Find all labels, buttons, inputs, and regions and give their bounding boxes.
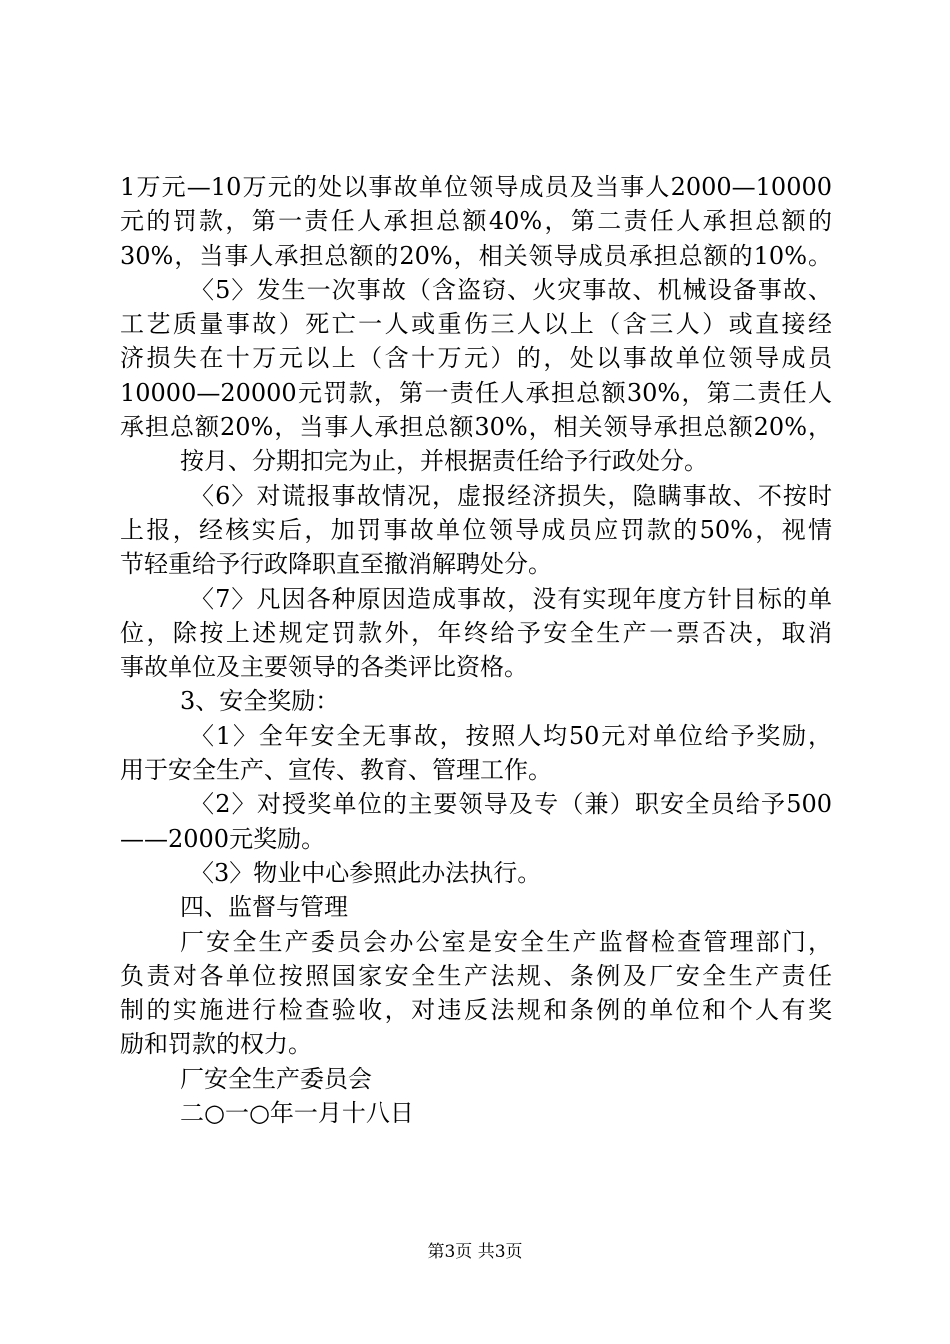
text-line: 负责对各单位按照国家安全生产法规、条例及厂安全生产责任 — [120, 961, 832, 990]
text-line: ——2000元奖励。 — [120, 824, 326, 853]
text-line: 〈1〉全年安全无事故，按照人均50元对单位给予奖励， — [190, 721, 832, 750]
section-heading: 四、监督与管理 — [180, 893, 348, 922]
text-line: 工艺质量事故）死亡一人或重伤三人以上（含三人）或直接经 — [120, 310, 832, 339]
text-line: 厂安全生产委员会办公室是安全生产监督检查管理部门， — [180, 927, 832, 956]
text-line: 〈5〉发生一次事故（含盗窃、火灾事故、机械设备事故、 — [190, 275, 832, 304]
text-line: 按月、分期扣完为止，并根据责任给予行政处分。 — [180, 447, 708, 476]
text-line: 〈6〉对谎报事故情况，虚报经济损失，隐瞒事故、不按时 — [190, 481, 832, 510]
text-line: 位，除按上述规定罚款外，年终给予安全生产一票否决，取消 — [120, 618, 832, 647]
text-line: 〈2〉对授奖单位的主要领导及专（兼）职安全员给予500 — [190, 790, 832, 819]
text-line: 〈7〉凡因各种原因造成事故，没有实现年度方针目标的单 — [190, 584, 832, 613]
text-line: 事故单位及主要领导的各类评比资格。 — [120, 653, 528, 682]
document-body — [120, 170, 832, 1130]
text-line: 上报，经核实后，加罚事故单位领导成员应罚款的50%，视情 — [120, 515, 832, 544]
text-line: 30%，当事人承担总额的20%，相关领导成员承担总额的10%。 — [120, 241, 832, 270]
text-line: 励和罚款的权力。 — [120, 1030, 312, 1059]
text-line: 元的罚款，第一责任人承担总额40%，第二责任人承担总额的 — [120, 207, 832, 236]
section-heading: 3、安全奖励： — [180, 687, 340, 716]
text-line: 济损失在十万元以上（含十万元）的，处以事故单位领导成员 — [120, 344, 832, 373]
signature-organization: 厂安全生产委员会 — [180, 1064, 372, 1093]
text-line: 制的实施进行检查验收，对违反法规和条例的单位和个人有奖 — [120, 996, 832, 1025]
text-line: 用于安全生产、宣传、教育、管理工作。 — [120, 756, 552, 785]
text-line: 承担总额20%，当事人承担总额30%，相关领导承担总额20%， — [120, 413, 832, 442]
page-number: 第3页 共3页 — [427, 1242, 523, 1262]
text-line: 节轻重给予行政降职直至撤消解聘处分。 — [120, 550, 552, 579]
text-line: 〈3〉物业中心参照此办法执行。 — [190, 858, 542, 887]
page-footer — [0, 1242, 950, 1262]
text-line: 1万元—10万元的处以事故单位领导成员及当事人2000—10000 — [120, 173, 832, 201]
text-line: 10000—20000元罚款，第一责任人承担总额30%，第二责任人 — [120, 378, 832, 407]
signature-date: 二○一○年一月十八日 — [180, 1099, 414, 1128]
